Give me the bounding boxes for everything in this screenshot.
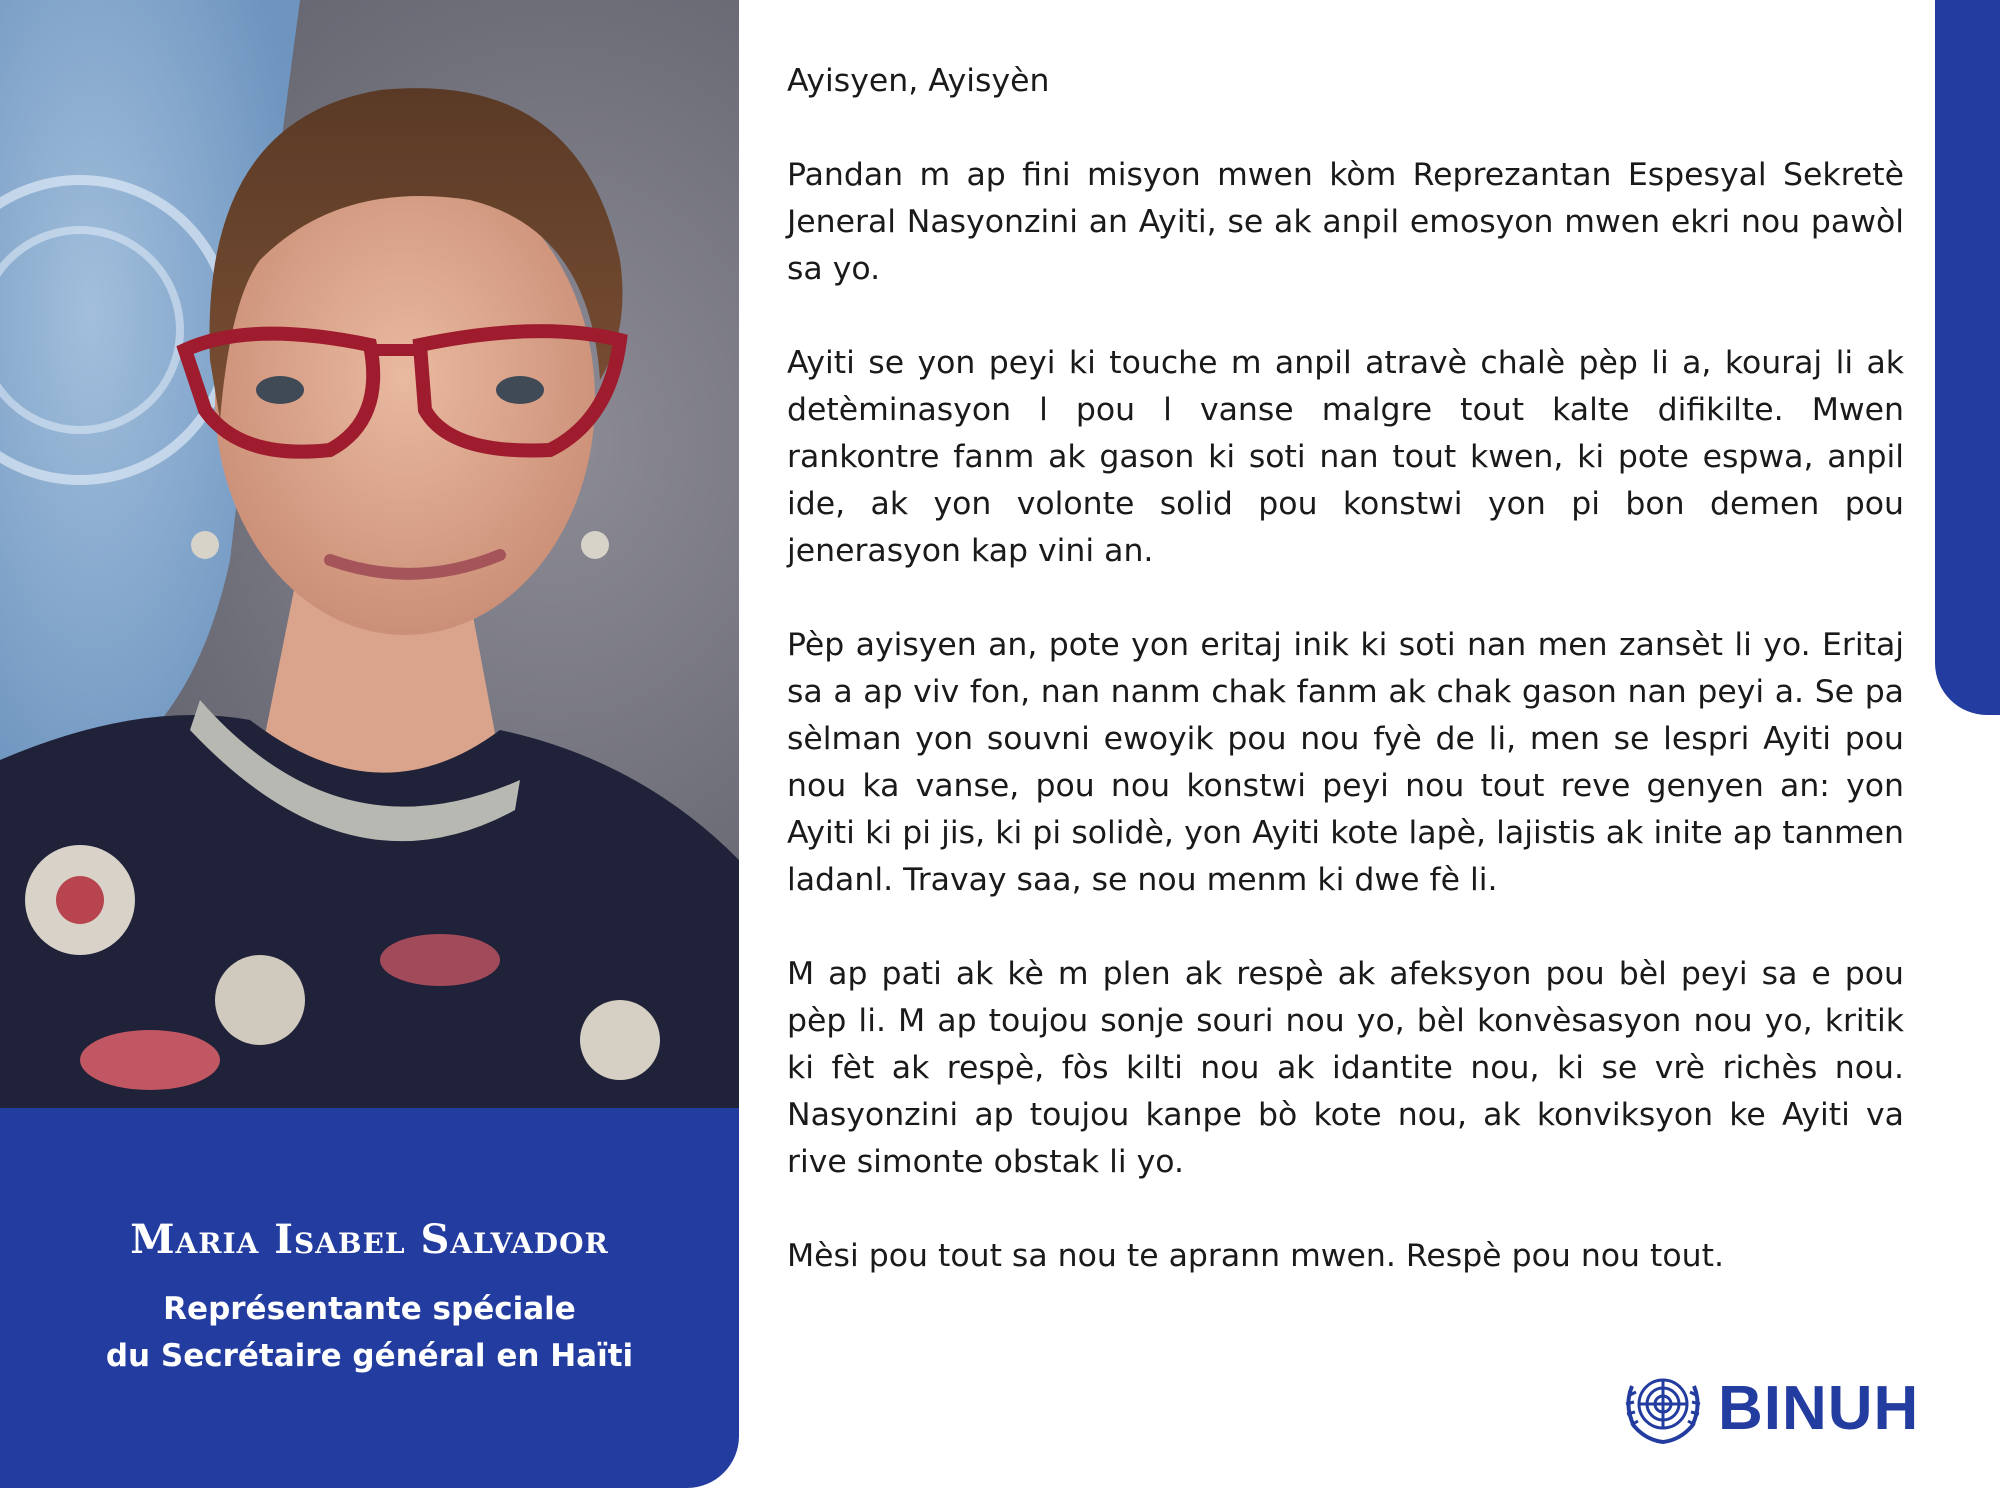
un-emblem-icon [1618, 1366, 1708, 1450]
name-card [0, 1108, 739, 1488]
person-role [0, 1286, 739, 1380]
letter-body [787, 58, 1904, 1327]
binuh-logo [1618, 1368, 1919, 1448]
letter-paragraph: Pandan m ap fini misyon mwen kòm Reprezantan Espesyal Sekretè Jeneral Nasyonzini an Ayiti, se ak anpil emosyon mwen ekri nou pawòl sa yo. [787, 157, 1904, 287]
letter-paragraph: Mèsi pou tout sa nou te aprann mwen. Respè pou nou tout. [787, 1238, 1724, 1274]
letter-paragraph: M ap pati ak kè m plen ak respè ak afeksyon pou bèl peyi sa e pou pèp li. M ap toujou sonje souri nou yo, bèl konvèsasyon nou yo, kritik ki fèt ak respè, fòs kilti nou ak idantite nou, ki se vrè richès nou. Nasyonzini ap toujou kanpe bò kote nou, ak konviksyon ke Ayiti va rive simonte obstak li yo. [787, 956, 1904, 1180]
letter-paragraph: Ayiti se yon peyi ki touche m anpil atravè chalè pèp li a, kouraj li ak detèminasyon l pou l vanse malgre tout kalte difikilte. Mwen rankontre fanm ak gason ki soti nan tout kwen, ki pote espwa, anpil ide, ak yon volonte solid pou konstwi yon pi bon demen pou jenerasyon kap vini an. [787, 345, 1904, 569]
logo-text: BINUH [1718, 1373, 1920, 1443]
accent-bar [1935, 0, 2000, 715]
portrait-photo [0, 0, 739, 1110]
person-role-line1: Représentante spéciale [163, 1291, 576, 1327]
person-role-line2: du Secrétaire général en Haïti [105, 1338, 634, 1374]
letter-greeting: Ayisyen, Ayisyèn [787, 63, 1050, 99]
person-name: Maria Isabel Salvador [130, 1216, 609, 1263]
letter-paragraph: Pèp ayisyen an, pote yon eritaj inik ki soti nan men zansèt li yo. Eritaj sa a ap viv fon, nan nanm chak fanm ak chak gason nan peyi a. Se pa sèlman yon souvni ewoyik pou nou fyè de li, men se lespri Ayiti pou nou ka vanse, pou nou konstwi peyi nou tout reve genyen an: yon Ayiti ki pi jis, ki pi solidè, yon Ayiti kote lapè, lajistis ak inite ap tanmen ladanl. Travay saa, se nou menm ki dwe fè li. [787, 627, 1904, 898]
